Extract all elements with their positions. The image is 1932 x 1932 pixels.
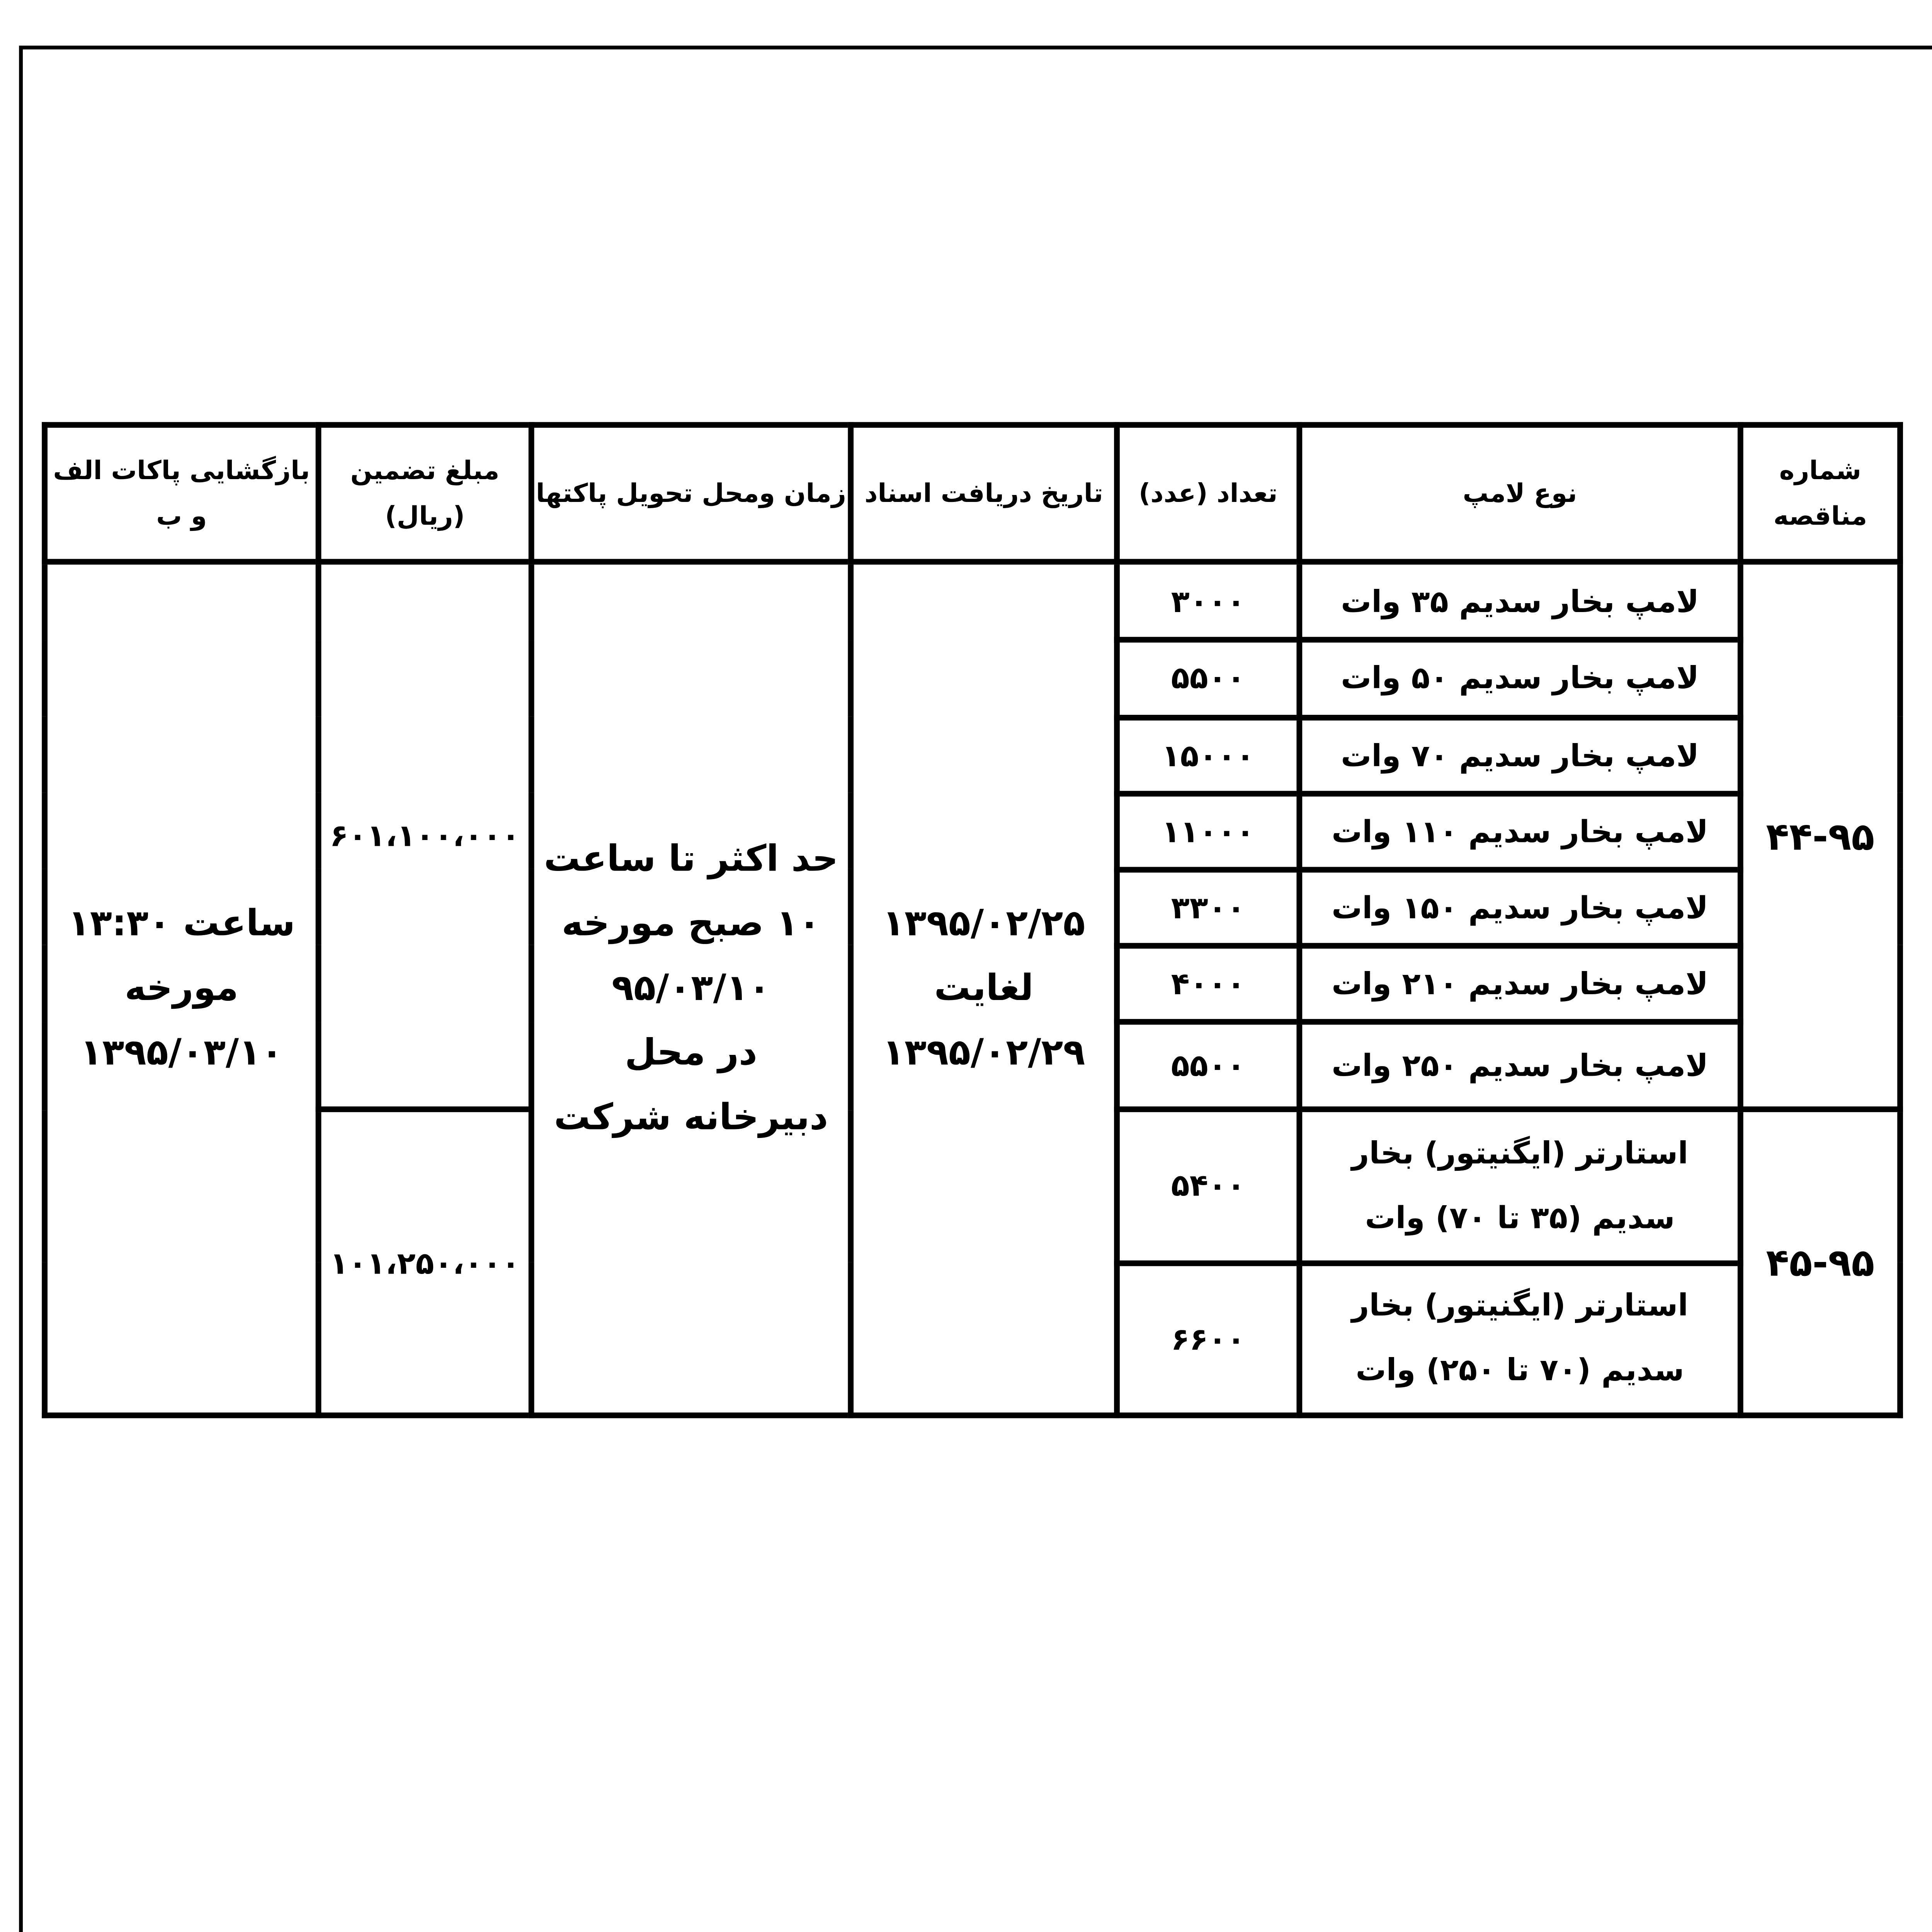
starter-qty: ۵۴۰۰ (1117, 1110, 1299, 1262)
guarantee-45: ۱۰۱،۲۵۰،۰۰۰ (318, 1110, 531, 1415)
tender-no-44: ۴۴-۹۵ (1740, 562, 1900, 1110)
starter-qty: ۶۶۰۰ (1117, 1262, 1299, 1415)
lamp-qty: ۵۵۰۰ (1117, 1022, 1299, 1110)
starter-type: استارتر (ایگنیتور) بخار سدیم (۳۵ تا ۷۰) وات (1299, 1110, 1740, 1262)
delivery-cell: حد اکثر تا ساعت ۱۰ صبح مورخه ۹۵/۰۳/۱۰ در محل دبیرخانه شرکت (531, 562, 851, 1415)
col-opening: بازگشایی پاکات الف و ب (45, 425, 318, 563)
doc-date-cell: ۱۳۹۵/۰۲/۲۵ لغایت ۱۳۹۵/۰۲/۲۹ (851, 562, 1117, 1415)
lamp-qty: ۵۵۰۰ (1117, 641, 1299, 717)
lamp-qty: ۳۰۰۰ (1117, 562, 1299, 640)
lamp-type: لامپ بخار سدیم ۲۱۰ وات (1299, 946, 1740, 1022)
lamp-qty: ۳۳۰۰ (1117, 869, 1299, 946)
tender-no-45: ۴۵-۹۵ (1740, 1110, 1900, 1415)
lamp-type: لامپ بخار سدیم ۱۱۰ وات (1299, 793, 1740, 869)
col-delivery: زمان ومحل تحویل پاکتها (531, 425, 851, 563)
lamp-type: لامپ بخار سدیم ۲۵۰ وات (1299, 1022, 1740, 1110)
col-lamp-type: نوع لامپ (1299, 425, 1740, 563)
lamp-type: لامپ بخار سدیم ۷۰ وات (1299, 717, 1740, 793)
guarantee-44: ۶۰۱،۱۰۰،۰۰۰ (318, 562, 531, 1110)
lamp-qty: ۱۵۰۰۰ (1117, 717, 1299, 793)
lamp-type: لامپ بخار سدیم ۵۰ وات (1299, 641, 1740, 717)
table-header-row (45, 425, 1900, 563)
lamp-qty: ۴۰۰۰ (1117, 946, 1299, 1022)
opening-cell: ساعت ۱۳:۳۰ مورخه ۱۳۹۵/۰۳/۱۰ (45, 562, 318, 1415)
lamp-qty: ۱۱۰۰۰ (1117, 793, 1299, 869)
col-doc-date: تاریخ دریافت اسناد (851, 425, 1117, 563)
lamp-type: لامپ بخار سدیم ۳۵ وات (1299, 562, 1740, 640)
starter-type: استارتر (ایگنیتور) بخار سدیم (۷۰ تا ۲۵۰) وات (1299, 1262, 1740, 1415)
table-row (45, 562, 1900, 640)
tender-table (42, 422, 1903, 1418)
lamp-type: لامپ بخار سدیم ۱۵۰ وات (1299, 869, 1740, 946)
col-tender-no: شماره مناقصه (1740, 425, 1900, 563)
col-count: تعداد (عدد) (1117, 425, 1299, 563)
col-guarantee: مبلغ تضمین (ریال) (318, 425, 531, 563)
